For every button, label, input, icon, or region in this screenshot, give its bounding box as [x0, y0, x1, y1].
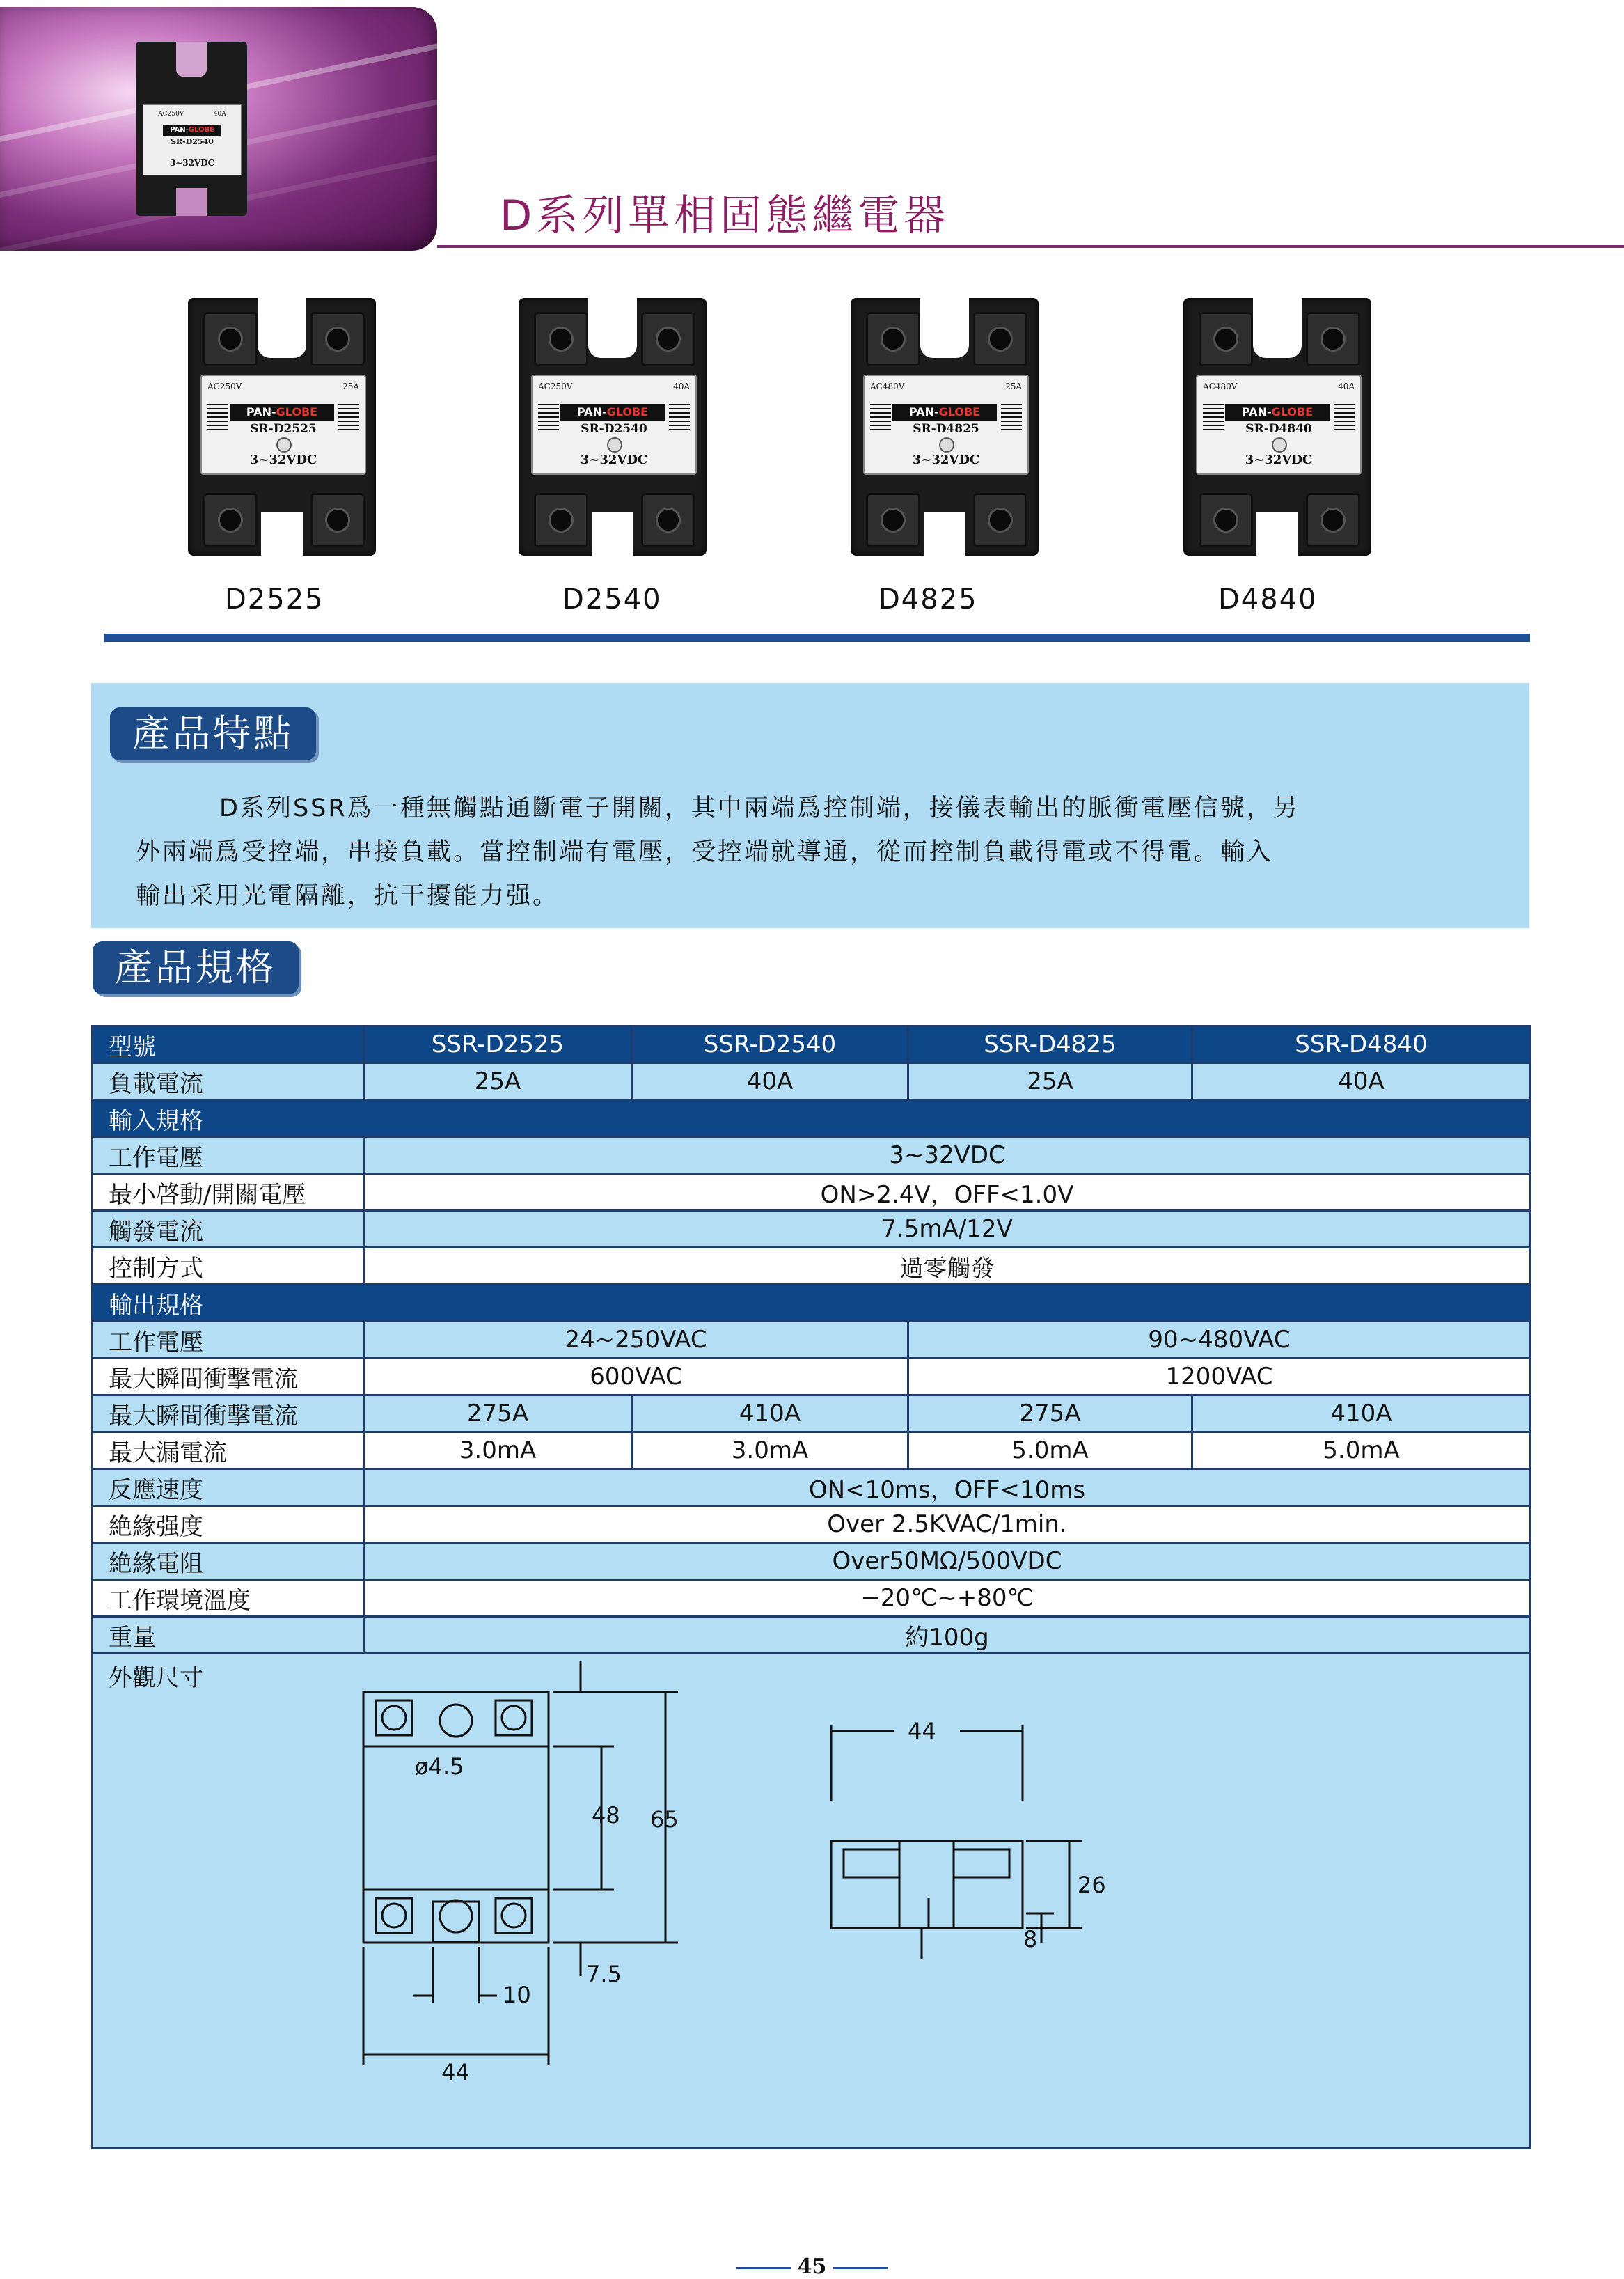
label-current: 40A	[673, 382, 690, 391]
cell: 275A	[364, 1395, 632, 1432]
dim-side-width: 44	[908, 1718, 936, 1744]
row-label: 負載電流	[93, 1063, 364, 1100]
control-voltage: 3~32VDC	[912, 453, 980, 467]
model-col: SSR-D2540	[632, 1026, 908, 1063]
dim-hole: ø4.5	[415, 1753, 464, 1780]
section-divider	[104, 634, 1530, 642]
table-row	[93, 1506, 1531, 1543]
cell: 40A	[632, 1063, 908, 1100]
row-label: 絶緣强度	[93, 1506, 364, 1543]
dim-mount: 7.5	[586, 1961, 622, 1987]
label-voltage: AC480V	[1203, 382, 1238, 391]
cell: 90~480VAC	[908, 1322, 1531, 1358]
table-row	[93, 1137, 1531, 1174]
product-photo-d2525	[188, 298, 376, 556]
row-label: 最大瞬間衝擊電流	[93, 1395, 364, 1432]
cell: 5.0mA	[1192, 1432, 1531, 1469]
cell: 24~250VAC	[364, 1322, 908, 1358]
cell: 1200VAC	[908, 1358, 1531, 1395]
product-caption: D2540	[562, 584, 662, 616]
row-label: 最大漏電流	[93, 1432, 364, 1469]
cell: 275A	[908, 1395, 1192, 1432]
spec-table	[91, 1025, 1531, 2149]
dim-side-height: 26	[1078, 1872, 1106, 1898]
cell: −20℃~+80℃	[364, 1580, 1531, 1617]
row-label: 觸發電流	[93, 1211, 364, 1248]
input-section-title: 輸入規格	[93, 1100, 1531, 1137]
banner-relay-model: SR-D2540	[171, 137, 214, 146]
section-row	[93, 1285, 1531, 1322]
cell: 7.5mA/12V	[364, 1211, 1531, 1248]
product-caption: D4840	[1218, 584, 1318, 616]
cell: Over 2.5KVAC/1min.	[364, 1506, 1531, 1543]
features-line: 輸出采用光電隔離，抗干擾能力强。	[136, 882, 560, 910]
table-row	[93, 1358, 1531, 1395]
control-voltage: 3~32VDC	[249, 453, 317, 467]
cell: 約100g	[364, 1617, 1531, 1654]
header-divider	[437, 245, 1624, 248]
section-row	[93, 1100, 1531, 1137]
dimensions-label: 外觀尺寸	[109, 1664, 203, 1692]
cell: 600VAC	[364, 1358, 908, 1395]
brand-logo: PAN-GLOBE	[560, 404, 665, 421]
brand-logo: PAN-GLOBE	[1225, 404, 1330, 421]
dimension-drawing	[93, 1654, 1527, 2147]
cell: 5.0mA	[908, 1432, 1192, 1469]
model-col: SSR-D2525	[364, 1026, 632, 1063]
cell: 3.0mA	[364, 1432, 632, 1469]
features-heading: 產品特點	[110, 707, 316, 760]
row-label: 絶緣電阻	[93, 1543, 364, 1580]
cell: ON>2.4V，OFF<1.0V	[364, 1174, 1531, 1211]
table-row	[93, 1432, 1531, 1469]
dimensions-cell	[93, 1654, 1531, 2149]
model-header: 型號	[93, 1026, 364, 1063]
control-voltage: 3~32VDC	[1245, 453, 1313, 467]
label-voltage: AC250V	[207, 382, 242, 391]
product-photo-d2540	[519, 298, 707, 556]
table-row	[93, 1063, 1531, 1100]
banner-label-current: 40A	[213, 111, 226, 118]
row-label: 工作電壓	[93, 1322, 364, 1358]
table-row	[93, 1617, 1531, 1654]
brand-logo: PAN-GLOBE	[892, 404, 997, 421]
features-line: D系列SSR爲一種無觸點通斷電子開關，其中兩端爲控制端，接儀表輸出的脈衝電壓信號，另	[219, 794, 1300, 822]
table-row	[93, 1211, 1531, 1248]
features-text	[136, 787, 1458, 918]
relay-model: SR-D4825	[913, 422, 979, 436]
side-outline	[831, 1841, 1023, 1928]
cell: 25A	[908, 1063, 1192, 1100]
dim-inner-height: 48	[592, 1802, 620, 1828]
label-voltage: AC480V	[870, 382, 905, 391]
label-current: 40A	[1338, 382, 1355, 391]
table-row	[93, 1026, 1531, 1063]
cell: 過零觸發	[364, 1248, 1531, 1285]
cell: 410A	[1192, 1395, 1531, 1432]
mount-hole	[440, 1705, 472, 1737]
row-label: 最小啓動/開關電壓	[93, 1174, 364, 1211]
table-row	[93, 1395, 1531, 1432]
banner-relay-voltage: 3~32VDC	[169, 158, 215, 168]
row-label: 最大瞬間衝擊電流	[93, 1358, 364, 1395]
cell: 3~32VDC	[364, 1137, 1531, 1174]
relay-model: SR-D2525	[250, 422, 317, 436]
model-col: SSR-D4840	[1192, 1026, 1531, 1063]
table-row	[93, 1469, 1531, 1506]
label-current: 25A	[342, 382, 359, 391]
cell: 40A	[1192, 1063, 1531, 1100]
page-number: 45	[0, 2255, 1624, 2279]
brand-logo: PAN-GLOBE	[230, 404, 334, 421]
table-row	[93, 1322, 1531, 1358]
row-label: 工作環境溫度	[93, 1580, 364, 1617]
relay-model: SR-D4840	[1245, 422, 1312, 436]
product-photo-d4840	[1183, 298, 1371, 556]
banner-brand-logo: PAN-GLOBE	[163, 125, 221, 136]
product-photo-d4825	[851, 298, 1039, 556]
control-voltage: 3~32VDC	[580, 453, 648, 467]
cell: Over50MΩ/500VDC	[364, 1543, 1531, 1580]
product-caption: D4825	[878, 584, 978, 616]
cell: 3.0mA	[632, 1432, 908, 1469]
label-voltage: AC250V	[538, 382, 573, 391]
header-banner-image	[0, 7, 437, 251]
model-col: SSR-D4825	[908, 1026, 1192, 1063]
product-caption: D2525	[225, 584, 324, 616]
row-label: 控制方式	[93, 1248, 364, 1285]
dim-outer-height: 65	[650, 1806, 679, 1833]
table-row	[93, 1580, 1531, 1617]
banner-relay	[136, 42, 247, 216]
table-row	[93, 1654, 1531, 2149]
label-current: 25A	[1005, 382, 1022, 391]
table-row	[93, 1543, 1531, 1580]
table-row	[93, 1174, 1531, 1211]
relay-model: SR-D2540	[581, 422, 647, 436]
mount-hole	[440, 1900, 472, 1932]
dim-gap: 10	[503, 1982, 531, 2008]
dim-base: 8	[1023, 1926, 1038, 1952]
table-row	[93, 1248, 1531, 1285]
page-title: D系列單相固態繼電器	[500, 191, 950, 240]
row-label: 工作電壓	[93, 1137, 364, 1174]
cell: ON<10ms，OFF<10ms	[364, 1469, 1531, 1506]
row-label: 重量	[93, 1617, 364, 1654]
row-label: 反應速度	[93, 1469, 364, 1506]
cell: 410A	[632, 1395, 908, 1432]
dim-width: 44	[441, 2059, 470, 2085]
specs-heading: 產品規格	[93, 941, 299, 994]
banner-label-rating: AC250V	[158, 111, 184, 118]
cell: 25A	[364, 1063, 632, 1100]
output-section-title: 輸出規格	[93, 1285, 1531, 1322]
features-line: 外兩端爲受控端，串接負載。當控制端有電壓，受控端就導通，從而控制負載得電或不得電。輸入	[136, 838, 1274, 866]
